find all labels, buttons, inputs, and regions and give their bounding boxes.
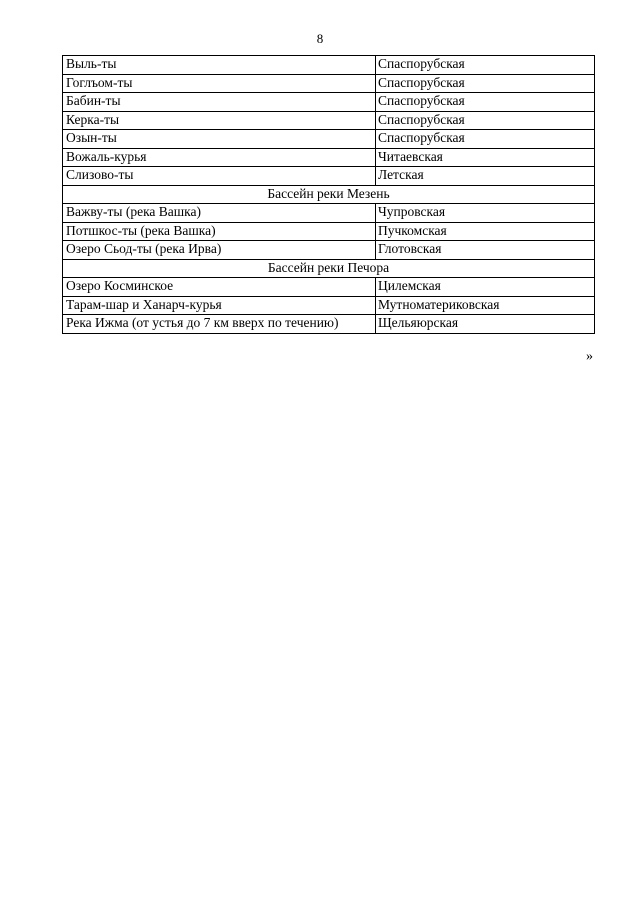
table-row bbox=[63, 278, 595, 297]
community-name: Чупровская bbox=[376, 204, 595, 223]
community-name: Спаспорубская bbox=[376, 111, 595, 130]
table-row bbox=[63, 111, 595, 130]
water-body-name: Озеро Сьод-ты (река Ирва) bbox=[63, 241, 376, 260]
table-row bbox=[63, 241, 595, 260]
table-row bbox=[63, 93, 595, 112]
water-body-name: Бабин-ты bbox=[63, 93, 376, 112]
water-body-name: Важву-ты (река Вашка) bbox=[63, 204, 376, 223]
table-row bbox=[63, 222, 595, 241]
page-number: 8 bbox=[316, 31, 324, 46]
community-name: Щельяюрская bbox=[376, 315, 595, 334]
water-body-name: Вожаль-курья bbox=[63, 148, 376, 167]
section-header-row bbox=[63, 185, 595, 204]
table-row bbox=[63, 56, 595, 75]
water-body-name: Гоглъом-ты bbox=[63, 74, 376, 93]
section-title: Бассейн реки Мезень bbox=[63, 185, 595, 204]
community-name: Спаспорубская bbox=[376, 56, 595, 75]
section-header-row bbox=[63, 259, 595, 278]
water-body-name: Озеро Косминское bbox=[63, 278, 376, 297]
table-row bbox=[63, 296, 595, 315]
water-body-name: Слизово-ты bbox=[63, 167, 376, 186]
closing-quote-mark: » bbox=[586, 349, 593, 364]
community-name: Спаспорубская bbox=[376, 93, 595, 112]
water-body-name: Керка-ты bbox=[63, 111, 376, 130]
community-name: Летская bbox=[376, 167, 595, 186]
water-body-name: Потшкос-ты (река Вашка) bbox=[63, 222, 376, 241]
water-body-name: Река Ижма (от устья до 7 км вверх по течению) bbox=[63, 315, 376, 334]
community-name: Глотовская bbox=[376, 241, 595, 260]
table-row bbox=[63, 130, 595, 149]
community-name: Цилемская bbox=[376, 278, 595, 297]
table-row bbox=[63, 315, 595, 334]
water-body-name: Выль-ты bbox=[63, 56, 376, 75]
table-body bbox=[63, 56, 595, 334]
community-name: Пучкомская bbox=[376, 222, 595, 241]
community-name: Мутноматериковская bbox=[376, 296, 595, 315]
community-name: Спаспорубская bbox=[376, 74, 595, 93]
water-bodies-table bbox=[62, 55, 595, 334]
community-name: Спаспорубская bbox=[376, 130, 595, 149]
water-body-name: Тарам-шар и Ханарч-курья bbox=[63, 296, 376, 315]
table-row bbox=[63, 204, 595, 223]
table-row bbox=[63, 74, 595, 93]
community-name: Читаевская bbox=[376, 148, 595, 167]
table-row bbox=[63, 148, 595, 167]
section-title: Бассейн реки Печора bbox=[63, 259, 595, 278]
water-body-name: Озын-ты bbox=[63, 130, 376, 149]
table-row bbox=[63, 167, 595, 186]
